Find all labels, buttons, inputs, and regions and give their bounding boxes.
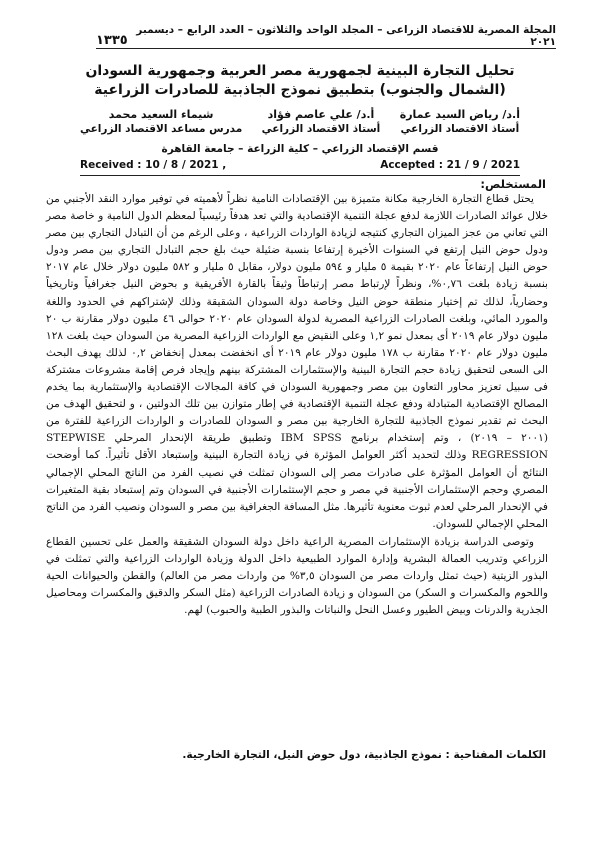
affiliation: قسم الإقتصاد الزراعي – كلية الزراعة – جامعة القاهرة xyxy=(161,143,439,155)
author-name: أ.د/ رياض السيد عمارة xyxy=(399,108,520,121)
author xyxy=(80,107,242,137)
author-list xyxy=(80,107,520,137)
paper-title xyxy=(80,62,520,100)
received-date: Received : 10 / 8 / 2021 , xyxy=(80,159,227,171)
author xyxy=(400,107,520,137)
abstract-body xyxy=(46,191,548,620)
title-line: تحليل التجارة البينية لجمهورية مصر العربية وجمهورية السودان xyxy=(85,63,515,79)
author-name: أ.د/ علي عاصم فؤاد xyxy=(267,108,375,121)
author-position: أستاذ الاقتصاد الزراعي xyxy=(400,123,520,135)
keywords: الكلمات المفتاحية : نموذج الجاذبية، دول حوض النيل، التجارة الخارجية. xyxy=(182,749,546,761)
abstract-heading: المستخلص: xyxy=(480,177,546,191)
author xyxy=(262,107,381,137)
author-position: مدرس مساعد الاقتصاد الزراعي xyxy=(80,123,243,135)
submission-dates xyxy=(80,159,520,176)
accepted-date: Accepted : 21 / 9 / 2021 xyxy=(380,159,520,171)
page-number: ١٣٣٥ xyxy=(96,33,128,48)
abstract-paragraph: يحتل قطاع التجارة الخارجية مكانة متميزة بين الإقتصادات النامية نظراً لأهميته في توفير موارد النقد الأجنبي من خلال عوائد الصادرات اللازمة لدفع عجلة التنمية الإقتصادية والتي تعد هدفاً رئيسياً لمعظم الدول النامية و خاصة مصر التي تعاني من عجز الميزان التجاري كنتيجه لزيادة الواردات الزراعية ، وعلى الرغم من أن التبادل التجاري بين مصر ودول حوض النيل إرتفع في السنوات الأخيرة إرتفاعا بنسبة ضئيلة حيث بلغ حجم التبادل التجاري بين مصر ودول حوض النيل إرتفاعاً عام ٢٠٢٠ بقيمة ٥ مليار و ٥٩٤ مليون دولار، مقابل ٥ مليار و ٥٨٢ مليون دولار خلال عام ٢٠١٧ بنسبة زيادة بلغت ٠,٧٦%، ونظراً لإرتباط مصر إرتباطاً وثيقاً بالقارة الأفريقية و بحوض النيل جغرافياً وتاريخياً وحضارياً، لذلك تم إختيار منطقة حوض النيل وخاصة دولة السودان الشقيقة وذلك لإشتراكهم في الحدود واللغة والمورد المائي، وبلغت الصادرات الزراعية المصرية لدولة السودان عام ٢٠٢٠ حوالى ٤٦ مليون دولار مقارنة ب ٢٠ مليون دولار عام ٢٠١٩ أى بمعدل نمو ١,٢ وعلى النقيض مع الواردات الزراعية المصرية من السودان حيث بلغت ١٢٨ مليون دولار عام ٢٠٢٠ مقارنة ب ١٧٨ مليون دولار عام ٢٠١٩ أى انخفضت بمعدل إنخفاض ٠,٢ لذلك يهدف البحث الى السعى لتحقيق زيادة حجم التجارة البينية والإستثمارات المشتركة بينهم وإيجاد فرص إقامة مشروعات مشتركة فى سبيل تعزيز محاور التعاون بين مصر وجمهورية السودان في كافة المجالات الإقتصادية والإستثمارية بما يخدم المصالح الإقتصادية المتبادلة ودفع عجلة التنمية الإقتصادية في إطار متوازن بين تلك الدولتين ، و لتحقيق الهدف من البحث تم تقدير نموذج الجاذبية للتجارة الخارجية بين مصر و السودان للصادرات و الواردات الزراعية للفترة من (٢٠٠١ – ٢٠١٩) ، وتم إستخدام برنامج IBM SPSS وتطبيق طريقة الإنحدار المرحلي STEPWISE REGRESSION وذلك لتحديد أكثر العوامل المؤثرة في زيادة التجارة البينية وإستبعاد الأقل تأثيراً. كما أوضحت النتائج أن العوامل المؤثرة على صادرات مصر إلى السودان تمثلت في نصيب الفرد من الناتج المحلي الإجمالي المصري وحجم الإستثمارات الأجنبية في مصر و حجم الإستثمارات الأجنبية في السودان وتم إستبعاد بقية المتغيرات في الإنحدار المرحلي لعدم ثبوت معنوية تأثيرها. مثل المسافة الجغرافية بين مصر و السودان ونصيب الفرد من الناتج المحلي الإجمالي للسودان. xyxy=(46,193,548,530)
author-name: شيماء السعيد محمد xyxy=(108,108,214,121)
journal-title: المجلة المصرية للاقتصاد الزراعى – المجلد الواحد والثلاثون – العدد الرابع – ديسمبر ٢٠٢١ xyxy=(136,24,556,48)
running-header xyxy=(96,26,556,49)
title-line: (الشمال والجنوب) بتطبيق نموذج الجاذبية للصادرات الزراعية xyxy=(94,82,506,98)
abstract-paragraph: وتوصى الدراسة بزيادة الإستثمارات المصرية الراعية داخل دولة السودان الشقيقة والعمل على تحسين القطاع الزراعي وتدريب العمالة البشرية وإدارة الموارد الطبيعية داخل الدولة وزيادة الواردات الزراعية والتي تمثلت في البذور الزيتية (حيث تمثل واردات مصر من السودان ٣,٥% من واردات مصر من العالم) والقطن والحيوانات الحية واللحوم والمكسرات و السكر) من السودان و زيادة الصادرات الزراعية (مثل السكر والدقيق والمكسرات ومحاصيل الجذرية والدرنات وبيض الطيور وعسل النحل والنباتات والبذور الطبية والحبوب) لهم. xyxy=(46,535,548,617)
author-position: أستاذ الاقتصاد الزراعي xyxy=(261,123,381,135)
